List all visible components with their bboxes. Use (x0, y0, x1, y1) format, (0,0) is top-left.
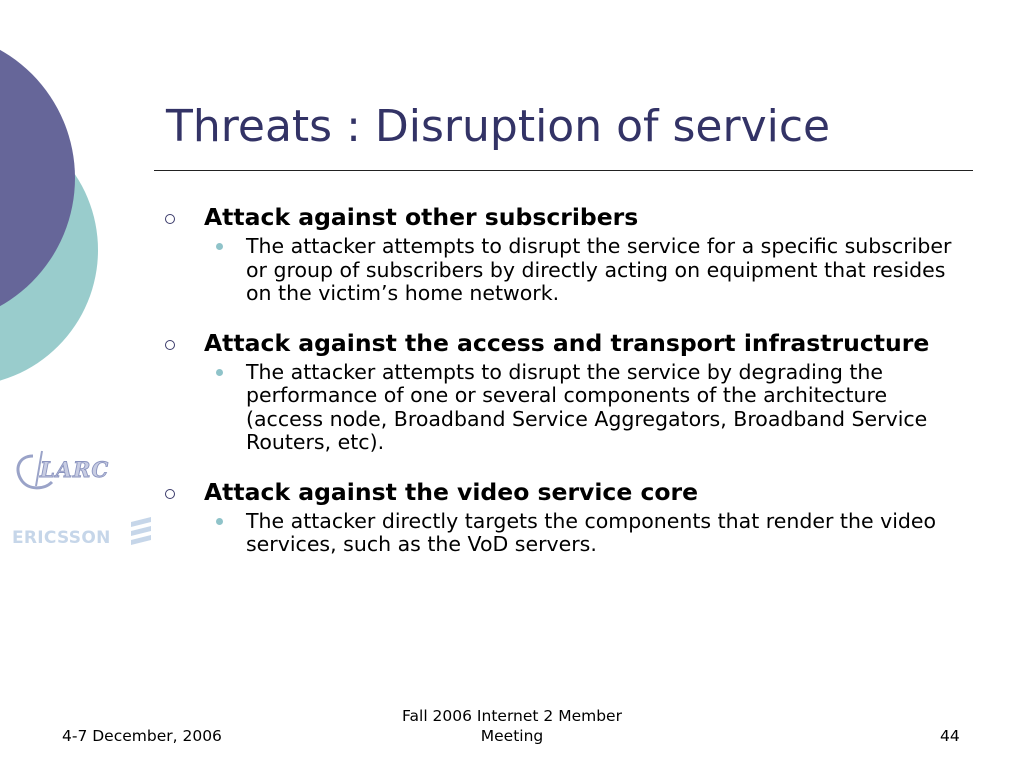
footer-date: 4-7 December, 2006 (62, 727, 222, 745)
sub-bullet-text: The attacker attempts to disrupt the service for a specific subscriber or group of subscribers by directly acting on equipment that resides on the victim’s home network. (246, 234, 952, 305)
bullet-item (162, 479, 962, 557)
dot-bullet-icon (216, 243, 223, 250)
ericsson-stripes-icon (131, 517, 151, 545)
ericsson-logo-text: ERICSSON (12, 528, 111, 548)
bullet-heading: Attack against the video service core (204, 477, 699, 506)
ericsson-logo (12, 517, 151, 548)
sub-bullet-text: The attacker directly targets the components that render the video services, such as the VoD servers. (246, 508, 937, 556)
hollow-circle-bullet-icon (165, 340, 175, 350)
bullet-item (162, 204, 962, 306)
slide-title: Threats : Disruption of service (166, 101, 831, 152)
sub-bullet-row (162, 361, 962, 455)
dot-bullet-icon (216, 369, 223, 376)
bullet-heading: Attack against other subscribers (204, 203, 639, 231)
bullet-list (162, 204, 962, 557)
sub-bullet-row (162, 235, 962, 306)
bullet-heading-row (162, 479, 962, 505)
bullet-heading: Attack against the access and transport infrastructure (204, 328, 930, 357)
title-divider (154, 170, 973, 171)
hollow-circle-bullet-icon (165, 489, 175, 499)
bullet-heading-row (162, 204, 962, 230)
larc-logo (18, 451, 109, 488)
decorative-circles (0, 0, 160, 600)
hollow-circle-bullet-icon (165, 214, 175, 224)
footer-page-number: 44 (940, 727, 960, 745)
bullet-item (162, 330, 962, 455)
dot-bullet-icon (216, 518, 223, 525)
sub-bullet-row (162, 510, 962, 557)
bullet-heading-row (162, 330, 962, 356)
sub-bullet-text: The attacker attempts to disrupt the service by degrading the performance of one or several components of the architecture (access node, Broadband Service Aggregators, Broadband Service Routers, etc). (246, 359, 928, 454)
larc-logo-text: LARC (40, 457, 110, 482)
footer-event: Fall 2006 Internet 2 Member Meeting (402, 707, 622, 745)
